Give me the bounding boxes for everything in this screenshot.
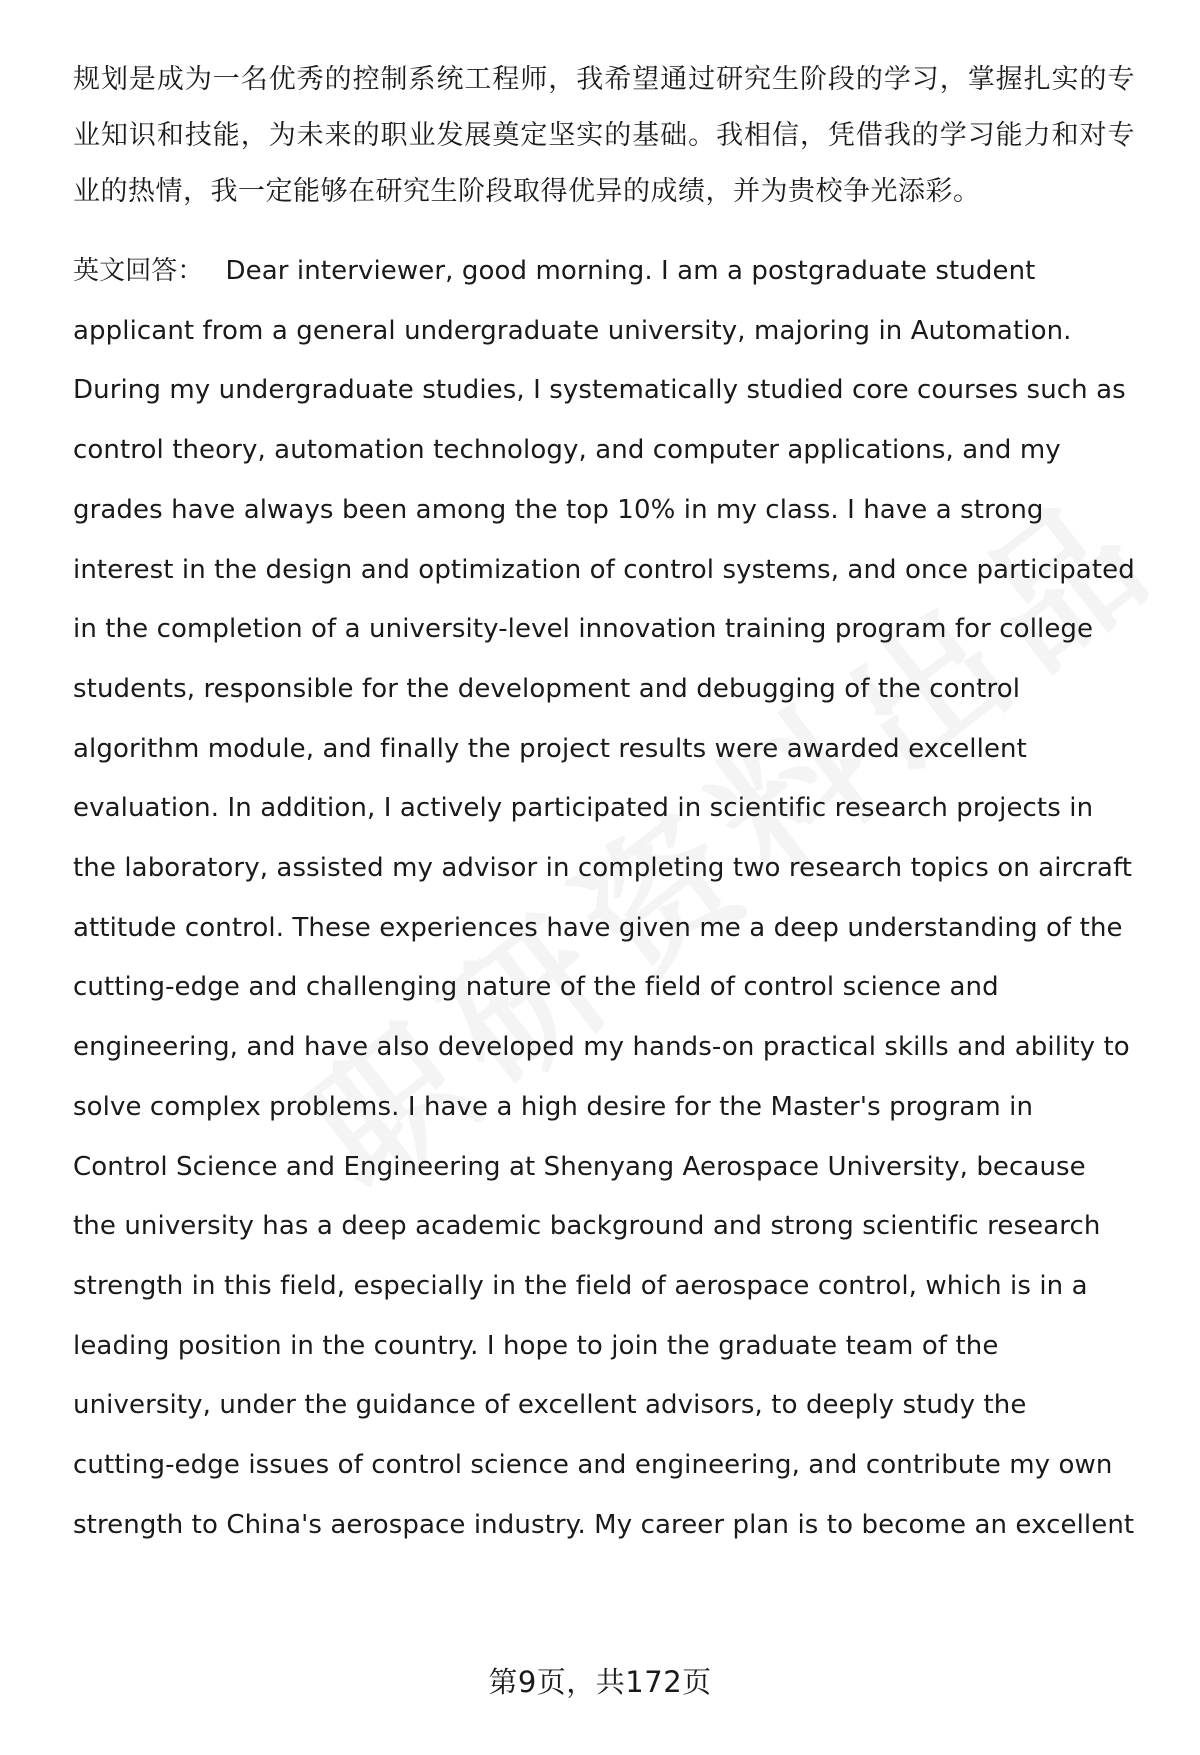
english-answer-label: 英文回答： xyxy=(73,256,204,286)
english-answer-text: Dear interviewer, good morning. I am a postgraduate student applicant from a general undergraduate university, majoring in Automation. During my undergraduate studies, I systematically studied core courses such as control theory, automation technology, and computer applications, and my grades have always been among the top 10% in my class. I have a strong interest in the design and optimization of control systems, and once participated in the completion of a university-level innovation training program for college students, responsible for the development and debugging of the control algorithm module, and finally the project results were awarded excellent evaluation. In addition, I actively participated in scientific research projects in the laboratory, assisted my advisor in completing two research topics on aircraft attitude control. These experiences have given me a deep understanding of the cutting-edge and challenging nature of the field of control science and engineering, and have also developed my hands-on practical skills and ability to solve complex problems. I have a high desire for the Master's program in Control Science and Engineering at Shenyang Aerospace University, because the university has a deep academic background and strong scientific research strength in this field, especially in the field of aerospace control, which is in a leading position in the country. I hope to join the graduate team of the university, under the guidance of excellent advisors, to deeply study the cutting-edge issues of control science and engineering, and contribute my own strength to China's aerospace industry. My career plan is to become an excellent xyxy=(73,256,1135,1540)
document-body xyxy=(73,52,1135,1555)
english-answer-paragraph xyxy=(73,242,1135,1555)
chinese-paragraph: 规划是成为一名优秀的控制系统工程师，我希望通过研究生阶段的学习，掌握扎实的专业知识和技能，为未来的职业发展奠定坚实的基础。我相信，凭借我的学习能力和对专业的热情，我一定能够在研究生阶段取得优异的成绩，并为贵校争光添彩。 xyxy=(73,64,1135,207)
page-number: 第9页，共172页 xyxy=(488,1665,712,1699)
